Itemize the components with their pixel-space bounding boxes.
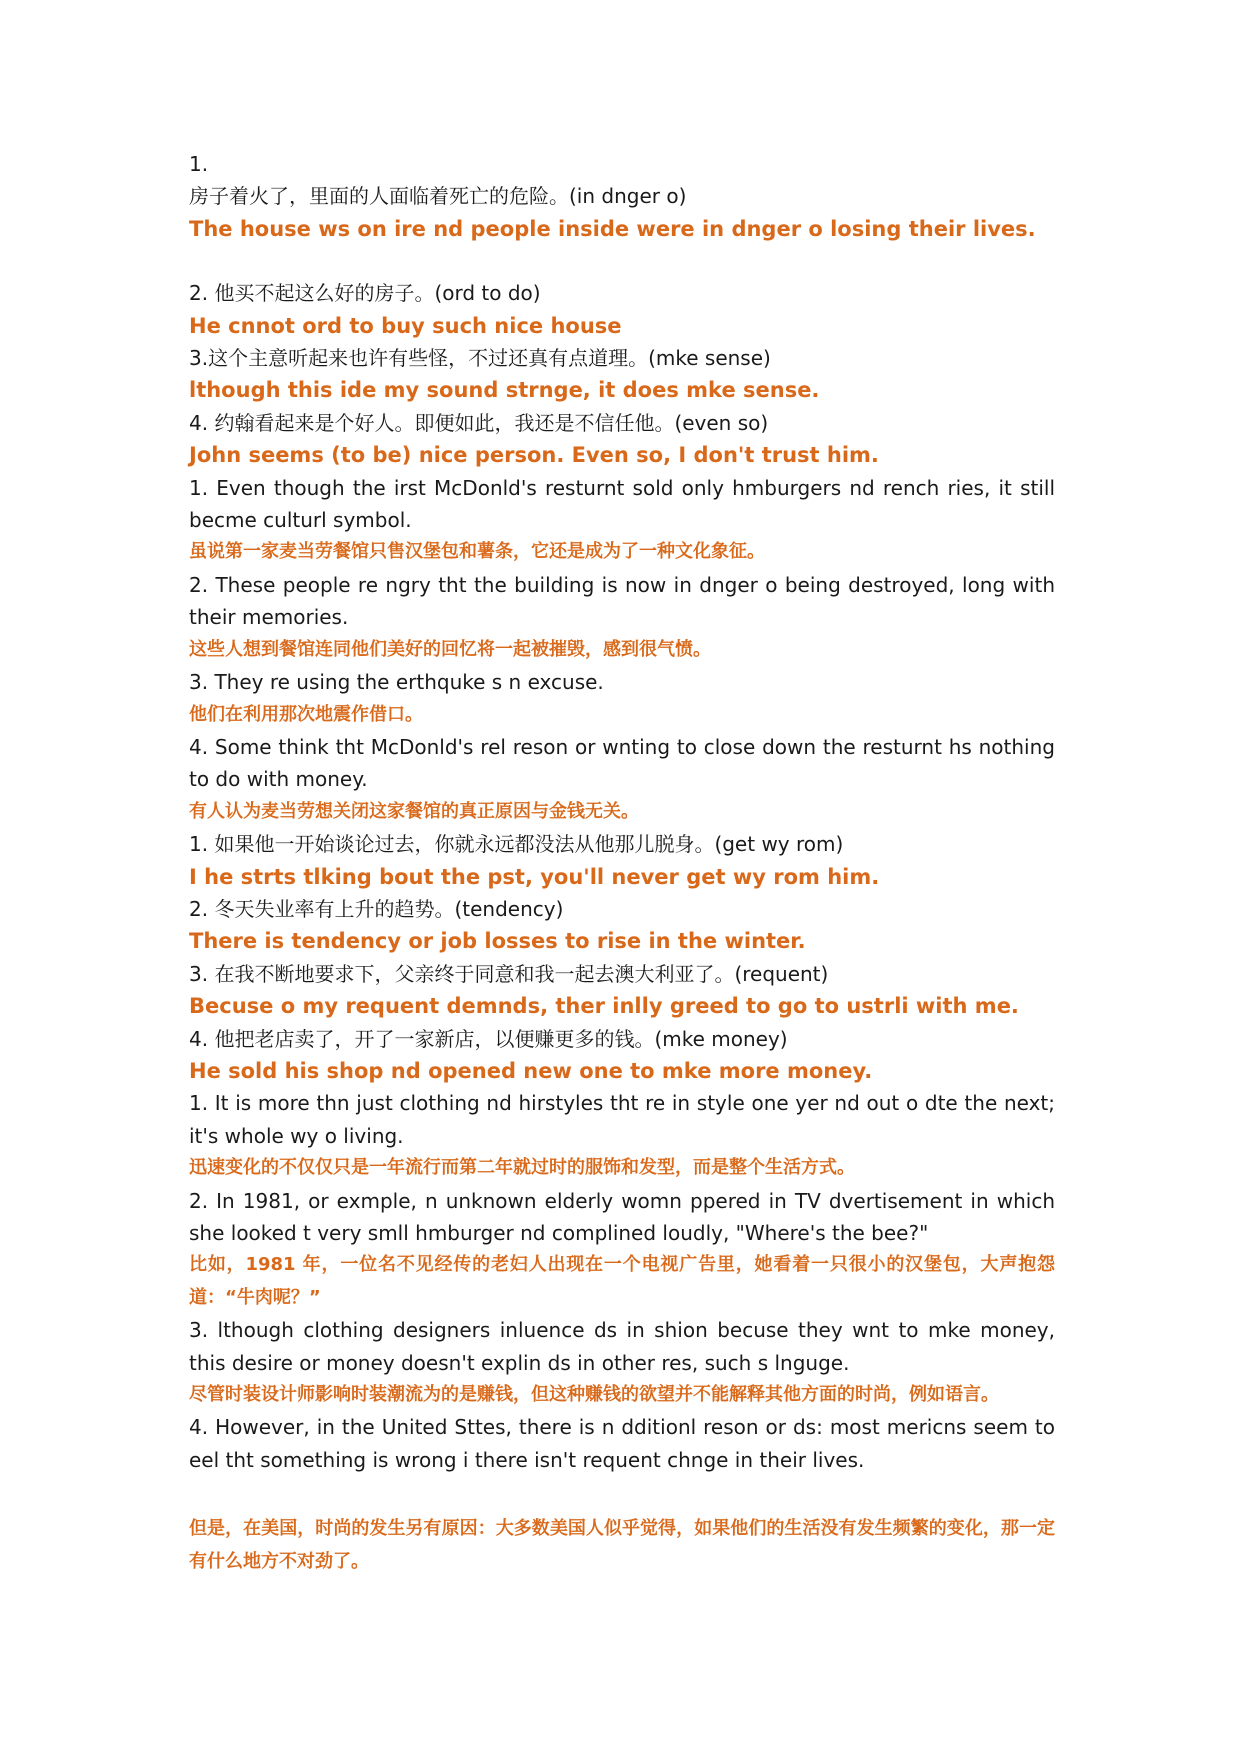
question-english: 1. It is more thn just clothing nd hirstyles tht re in style one yer nd out o dte the next; it's whole wy o living. — [189, 1091, 1055, 1148]
answer-english: Becuse o my requent demnds, ther inlly greed to go to ustrli with me. — [189, 994, 1019, 1019]
document-page — [189, 148, 1055, 1578]
question-english: 2. These people re ngry tht the building is now in dnger o being destroyed, long with their memories. — [189, 572, 1055, 630]
answer-chinese: 这些人想到餐馆连同他们美好的回忆将一起被摧毁，感到很气愤。 — [189, 638, 711, 660]
question-english: 4. Some think tht McDonld's rel reson or wnting to close down the resturnt hs nothing to do with money. — [189, 734, 1055, 792]
question-chinese: 3.这个主意听起来也许有些怪，不过还真有点道理。(mke sense) — [189, 346, 771, 371]
answer-chinese: 虽说第一家麦当劳餐馆只售汉堡包和薯条，它还是成为了一种文化象征。 — [189, 541, 765, 563]
question-english: 3. lthough clothing designers inluence ds in shion becuse they wnt to mke money, this desire or money doesn't explin ds in other res, such s lnguge. — [189, 1318, 1055, 1375]
spacer — [189, 1476, 1055, 1513]
answer-chinese: 尽管时装设计师影响时装潮流为的是赚钱，但这种赚钱的欲望并不能解释其他方面的时尚，例如语言。 — [189, 1384, 999, 1406]
spacer — [189, 245, 1055, 277]
answer-english: He sold his shop nd opened new one to mke more money. — [189, 1058, 873, 1083]
question-chinese: 2. 他买不起这么好的房子。(ord to do) — [189, 281, 541, 306]
question-english: 3. They re using the erthquke s n excuse. — [189, 670, 604, 695]
question-chinese: 1. 如果他一开始谈论过去，你就永远都没法从他那儿脱身。(get wy rom) — [189, 832, 844, 857]
answer-chinese: 迅速变化的不仅仅只是一年流行而第二年就过时的服饰和发型，而是整个生活方式。 — [189, 1157, 855, 1179]
answer-chinese: 但是，在美国，时尚的发生另有原因：大多数美国人似乎觉得，如果他们的生活没有发生频繁的变化，那一定有什么地方不对劲了。 — [189, 1518, 1055, 1572]
question-chinese: 3. 在我不断地要求下，父亲终于同意和我一起去澳大利亚了。(requent) — [189, 961, 829, 986]
answer-english: There is tendency or job losses to rise in the winter. — [189, 929, 806, 954]
answer-english: John seems (to be) nice person. Even so, I don't trust him. — [189, 443, 879, 468]
question-number: 1. — [189, 152, 209, 176]
question-chinese: 4. 约翰看起来是个好人。即便如此，我还是不信任他。(even so) — [189, 410, 769, 435]
answer-chinese: 有人认为麦当劳想关闭这家餐馆的真正原因与金钱无关。 — [189, 800, 639, 822]
question-english: 1. Even though the irst McDonld's resturnt sold only hmburgers nd rench ries, it still becme culturl symbol. — [189, 475, 1055, 533]
question-english: 4. However, in the United Sttes, there is n dditionl reson or ds: most mericns seem to eel tht something is wrong i there isn't requent chnge in their lives. — [189, 1415, 1055, 1472]
answer-english: I he strts tlking bout the pst, you'll never get wy rom him. — [189, 864, 880, 889]
question-chinese: 4. 他把老店卖了，开了一家新店，以便赚更多的钱。(mke money) — [189, 1026, 788, 1051]
answer-english: lthough this ide my sound strnge, it does mke sense. — [189, 378, 820, 403]
answer-english: He cnnot ord to buy such nice house — [189, 313, 622, 338]
question-english: 2. In 1981, or exmple, n unknown elderly womn ppered in TV dvertisement in which she looked t very smll hmburger nd complined loudly, "Where's the bee?" — [189, 1188, 1055, 1245]
answer-chinese: 比如，1981 年，一位名不见经传的老妇人出现在一个电视广告里，她看着一只很小的汉堡包，大声抱怨道：“牛肉呢？” — [189, 1254, 1055, 1308]
answer-chinese: 他们在利用那次地震作借口。 — [189, 703, 423, 725]
question-chinese: 2. 冬天失业率有上升的趋势。(tendency) — [189, 896, 564, 921]
question-chinese: 房子着火了，里面的人面临着死亡的危险。(in dnger o) — [189, 184, 687, 209]
answer-english: The house ws on ire nd people inside were in dnger o losing their lives. — [189, 216, 1036, 241]
